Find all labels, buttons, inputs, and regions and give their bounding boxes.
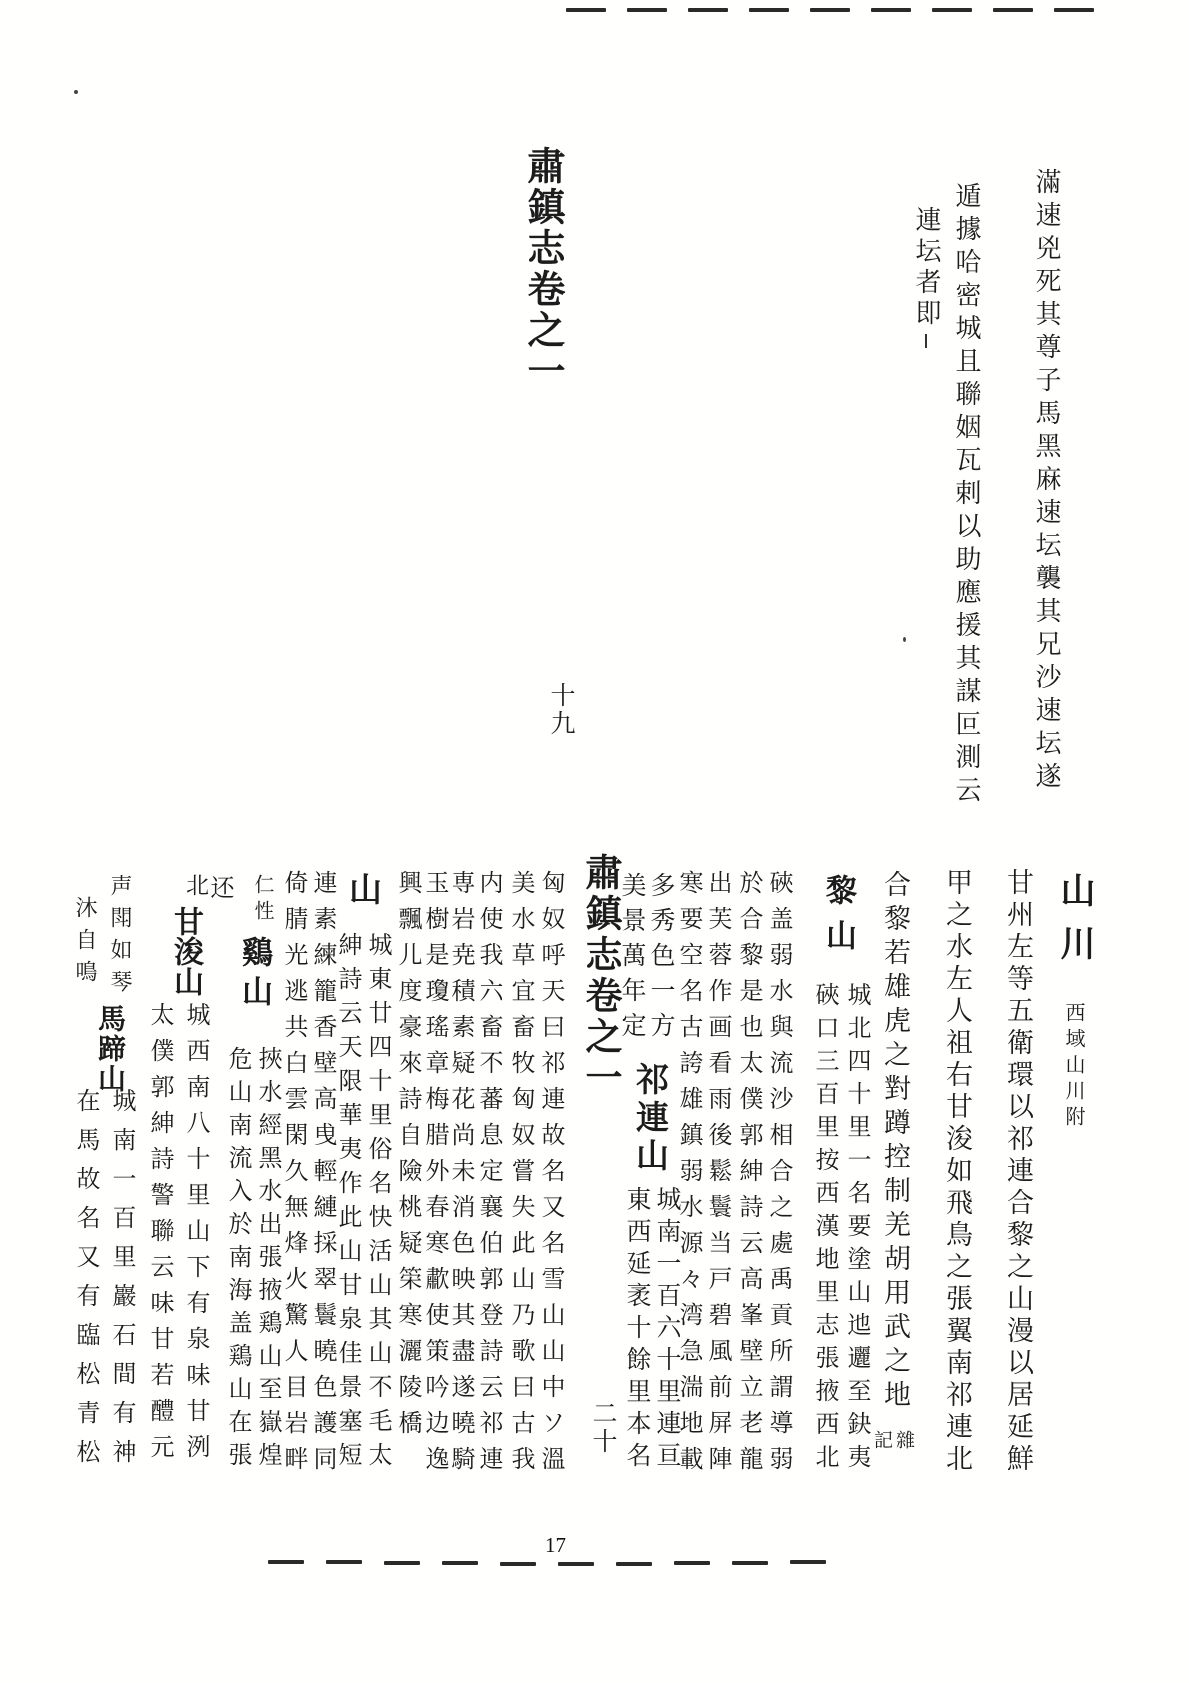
entry-header-qilianshan: 祁連山: [631, 1062, 670, 1176]
volume-title-lower: 肅鎮志卷之一: [579, 853, 622, 1099]
annotation-overflow-left: 沐自鳴: [72, 896, 97, 992]
annotation-right: 城西南八十里山下有泉味甘洌: [182, 1002, 210, 1470]
annotation-right: 匈奴呼天曰祁連故名又名雪山山中ソ溫: [537, 870, 565, 1482]
citation-char-right: 雜: [893, 1430, 915, 1449]
annotation-right: 硤盖弱水與流沙相合之處禹貢所謂導弱: [765, 870, 793, 1482]
annotation-right: 挾水經黑水出張掖鶏山至嶽煌: [254, 1046, 282, 1475]
annotation-left: 美水草宜畜牧匈奴嘗失此山乃歌曰古我: [507, 870, 535, 1482]
annotation-right: 城南一百里巖石間有神: [108, 1088, 136, 1478]
annotation-overflow: 北: [182, 873, 208, 896]
annotation-right: 玉樹是瓊瑤章梅腊外春寒歗使策吟边逸: [421, 870, 449, 1482]
annotation-right: 連素練籠香壁高曵輕縺採翠鬟曉色護同: [309, 870, 337, 1482]
section-subnote: 西域山川附: [1062, 1002, 1086, 1132]
annotation-right: 城北四十里一名要塗山迆邐至鈌夷: [843, 982, 871, 1477]
annotation-left: 倚腈光逃共白雲閑久無烽火驚人目岩畔: [280, 870, 308, 1482]
body-column: 合黎若雄虎之對蹲控制羌胡用武之地: [879, 870, 910, 1414]
entry-header-lishan: 黎山: [820, 874, 856, 964]
marginal-note-column-2: 遁據哈密城且聯姻瓦剌以助應援其謀叵測云: [951, 182, 981, 809]
annotation-right: 城東廿四十里俗名快活山其山不毛太: [364, 932, 392, 1476]
citation-char-left: 記: [871, 1430, 893, 1449]
body-column: 甲之水左人祖右甘浚如飛鳥之張翼南祁連北: [941, 868, 972, 1476]
page-number: 17: [545, 1533, 566, 1557]
marginal-note-column-1: 滿速兇死其尊子馬黑麻速坛襲其兄沙速坛遂: [1031, 168, 1061, 795]
body-column: 甘州左等五衛環以祁連合黎之山漫以居延鮮: [1002, 868, 1033, 1476]
annotation-left: 寒要空名古誇雄鎮弱水源々湾急湍地載: [675, 870, 703, 1482]
annotation-left: 危山南流入於南海盖鶏山在張: [224, 1046, 252, 1475]
entry-header-ganjunshan: 甘浚山: [168, 906, 203, 996]
entry-header-matishan: 馬蹄山: [94, 1004, 127, 1094]
annotation-right: 内使我六畜不蕃息定襄伯郭登詩云祁連: [475, 870, 503, 1482]
entry-header-jishan: 鷄山: [236, 936, 272, 1014]
scan-speck: [74, 90, 78, 94]
marginal-note-column-3: 連坛者即: [911, 206, 941, 330]
folio-number-upper: 十九: [547, 682, 576, 738]
volume-title-upper: 肅鎮志卷之一: [521, 146, 565, 392]
annotation-left: 於合黎是也太僕郭紳詩云高峯壁立老龍: [735, 870, 763, 1482]
entry-header-shan: 山: [344, 872, 383, 905]
annotation-overflow-right: 声閗如琴: [107, 874, 132, 1002]
annotation-left: 在馬故名又有臨松青松: [72, 1088, 100, 1478]
annotation-left: 東西延袤十餘里本名: [623, 1186, 652, 1474]
annotation-right: 出芙蓉作画看雨後鬆鬟当戸碧風前屏陣: [704, 870, 732, 1482]
annotation-left: 硤口三百里按西漢地里志張掖西北: [811, 982, 839, 1477]
annotation-left: 専岩尭積素疑花尚未消色映其盡遂曉騎: [447, 870, 475, 1482]
annotation-left: 紳詩云天限華夷作此山甘泉佳景塞短: [334, 932, 362, 1476]
folio-number-lower: 二十: [589, 1400, 618, 1456]
annotation-left: 太僕郭紳詩警聯云味甘若醴元: [146, 1002, 174, 1470]
annotation-left: 興飄儿度豪來詩自險桃疑筞寒灑陵橋: [394, 870, 422, 1446]
annotation-right: 多秀色一方: [647, 872, 676, 1047]
scan-speck: [903, 637, 906, 642]
section-header-shanchuan: 山川: [1055, 872, 1095, 978]
annotation-overflow: 还: [206, 875, 234, 899]
annotation-right: 城南一百六十里連亘: [653, 1186, 682, 1474]
annotation-overflow: 仁性: [251, 874, 275, 926]
annotation-left: 美景萬年定: [618, 872, 647, 1047]
marginal-note-dash-mark: [925, 334, 927, 348]
